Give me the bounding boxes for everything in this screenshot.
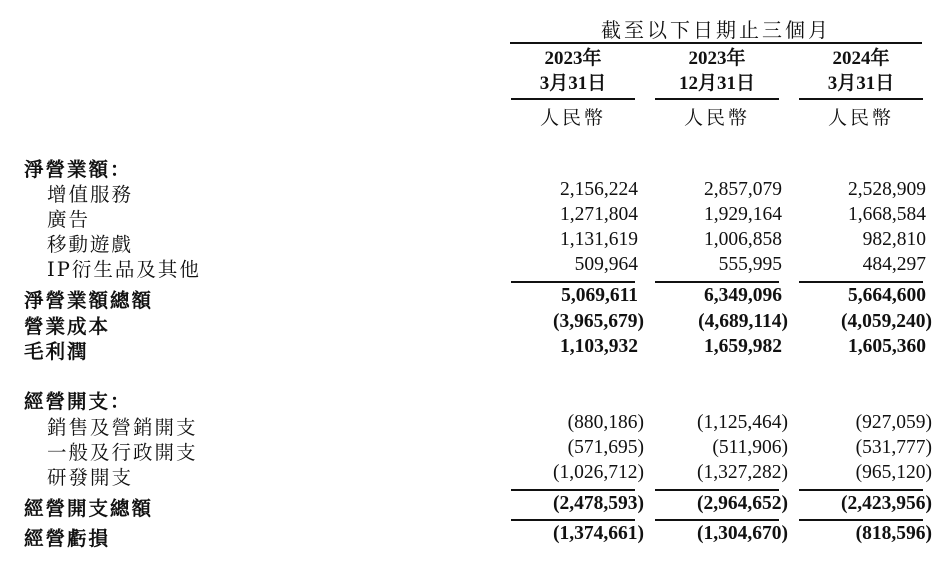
total-row [0,336,948,361]
column-year: 2023年 [544,48,602,69]
row-value: (1,374,661) [553,523,644,544]
row-label: 廣告 [47,208,91,231]
row-value: (2,964,652) [697,493,788,514]
table-row [0,229,948,254]
table-row [0,179,948,204]
section-heading-operating-expenses [0,386,948,411]
row-label: 毛利潤 [24,340,89,363]
row-value: (1,304,670) [697,523,788,544]
total-row [0,311,948,336]
currency-label: 人民幣 [539,107,606,129]
row-value: 509,964 [574,254,638,275]
row-value: (571,695) [567,437,644,458]
row-value: 2,857,079 [704,179,782,200]
subtotal-rule [511,489,635,491]
row-label: 銷售及營銷開支 [47,416,198,439]
column-underline [655,98,779,100]
total-row [0,523,948,548]
period-heading: 截至以下日期止三個月 [601,18,831,42]
row-value: (1,026,712) [553,462,644,483]
row-label: 移動遊戲 [47,233,134,256]
period-underline [510,42,922,44]
table-row [0,412,948,437]
subtotal-rule [799,281,923,283]
row-value: (880,186) [567,412,644,433]
row-value: 1,929,164 [704,204,782,225]
row-label: 一般及行政開支 [47,441,198,464]
column-year: 2024年 [832,48,890,69]
row-value: 2,156,224 [560,179,638,200]
row-value: (4,059,240) [841,311,932,332]
total-row [0,493,948,518]
column-header-2023-q4 [655,46,779,96]
row-label: 經營開支： [24,390,132,413]
row-label: 研發開支 [47,466,134,489]
subtotal-rule [511,519,635,521]
row-value: (1,125,464) [697,412,788,433]
row-value: (511,906) [712,437,788,458]
row-value: 1,006,858 [704,229,782,250]
row-value: 1,659,982 [704,336,782,357]
column-date: 12月31日 [678,73,755,94]
section-heading-net-revenues [0,154,948,179]
row-label: 營業成本 [24,315,111,338]
subtotal-rule [799,519,923,521]
row-value: 1,103,932 [560,336,638,357]
row-value: 484,297 [862,254,926,275]
column-header-2024-q1 [799,46,923,96]
currency-label: 人民幣 [683,107,750,129]
row-label: 淨營業額： [24,158,132,181]
row-label: IP衍生品及其他 [47,258,201,281]
currency-label: 人民幣 [827,107,894,129]
row-value: 1,605,360 [848,336,926,357]
column-date: 3月31日 [827,73,895,94]
total-row [0,285,948,310]
subtotal-rule [655,489,779,491]
row-value: (1,327,282) [697,462,788,483]
subtotal-rule [799,489,923,491]
subtotal-rule [655,281,779,283]
table-row [0,254,948,279]
table-row [0,462,948,487]
row-value: (4,689,114) [698,311,788,332]
row-value: 982,810 [862,229,926,250]
subtotal-rule [655,519,779,521]
row-value: (2,478,593) [553,493,644,514]
row-label: 經營虧損 [24,527,111,550]
column-underline [799,98,923,100]
row-label: 增值服務 [47,183,134,206]
column-underline [511,98,635,100]
row-label: 淨營業額總額 [24,289,154,312]
row-value: 5,664,600 [848,285,926,306]
row-value: (2,423,956) [841,493,932,514]
row-value: 5,069,611 [561,285,638,306]
row-value: 1,668,584 [848,204,926,225]
row-value: 6,349,096 [704,285,782,306]
row-value: (965,120) [855,462,932,483]
row-value: 1,271,804 [560,204,638,225]
subtotal-rule [511,281,635,283]
row-value: (818,596) [855,523,932,544]
column-date: 3月31日 [539,73,607,94]
row-value: (3,965,679) [553,311,644,332]
column-header-2023-q1 [511,46,635,96]
row-value: 1,131,619 [560,229,638,250]
table-row [0,437,948,462]
row-value: 555,995 [718,254,782,275]
row-value: (531,777) [855,437,932,458]
row-value: (927,059) [855,412,932,433]
row-label: 經營開支總額 [24,497,154,520]
row-value: 2,528,909 [848,179,926,200]
table-row [0,204,948,229]
column-year: 2023年 [688,48,746,69]
